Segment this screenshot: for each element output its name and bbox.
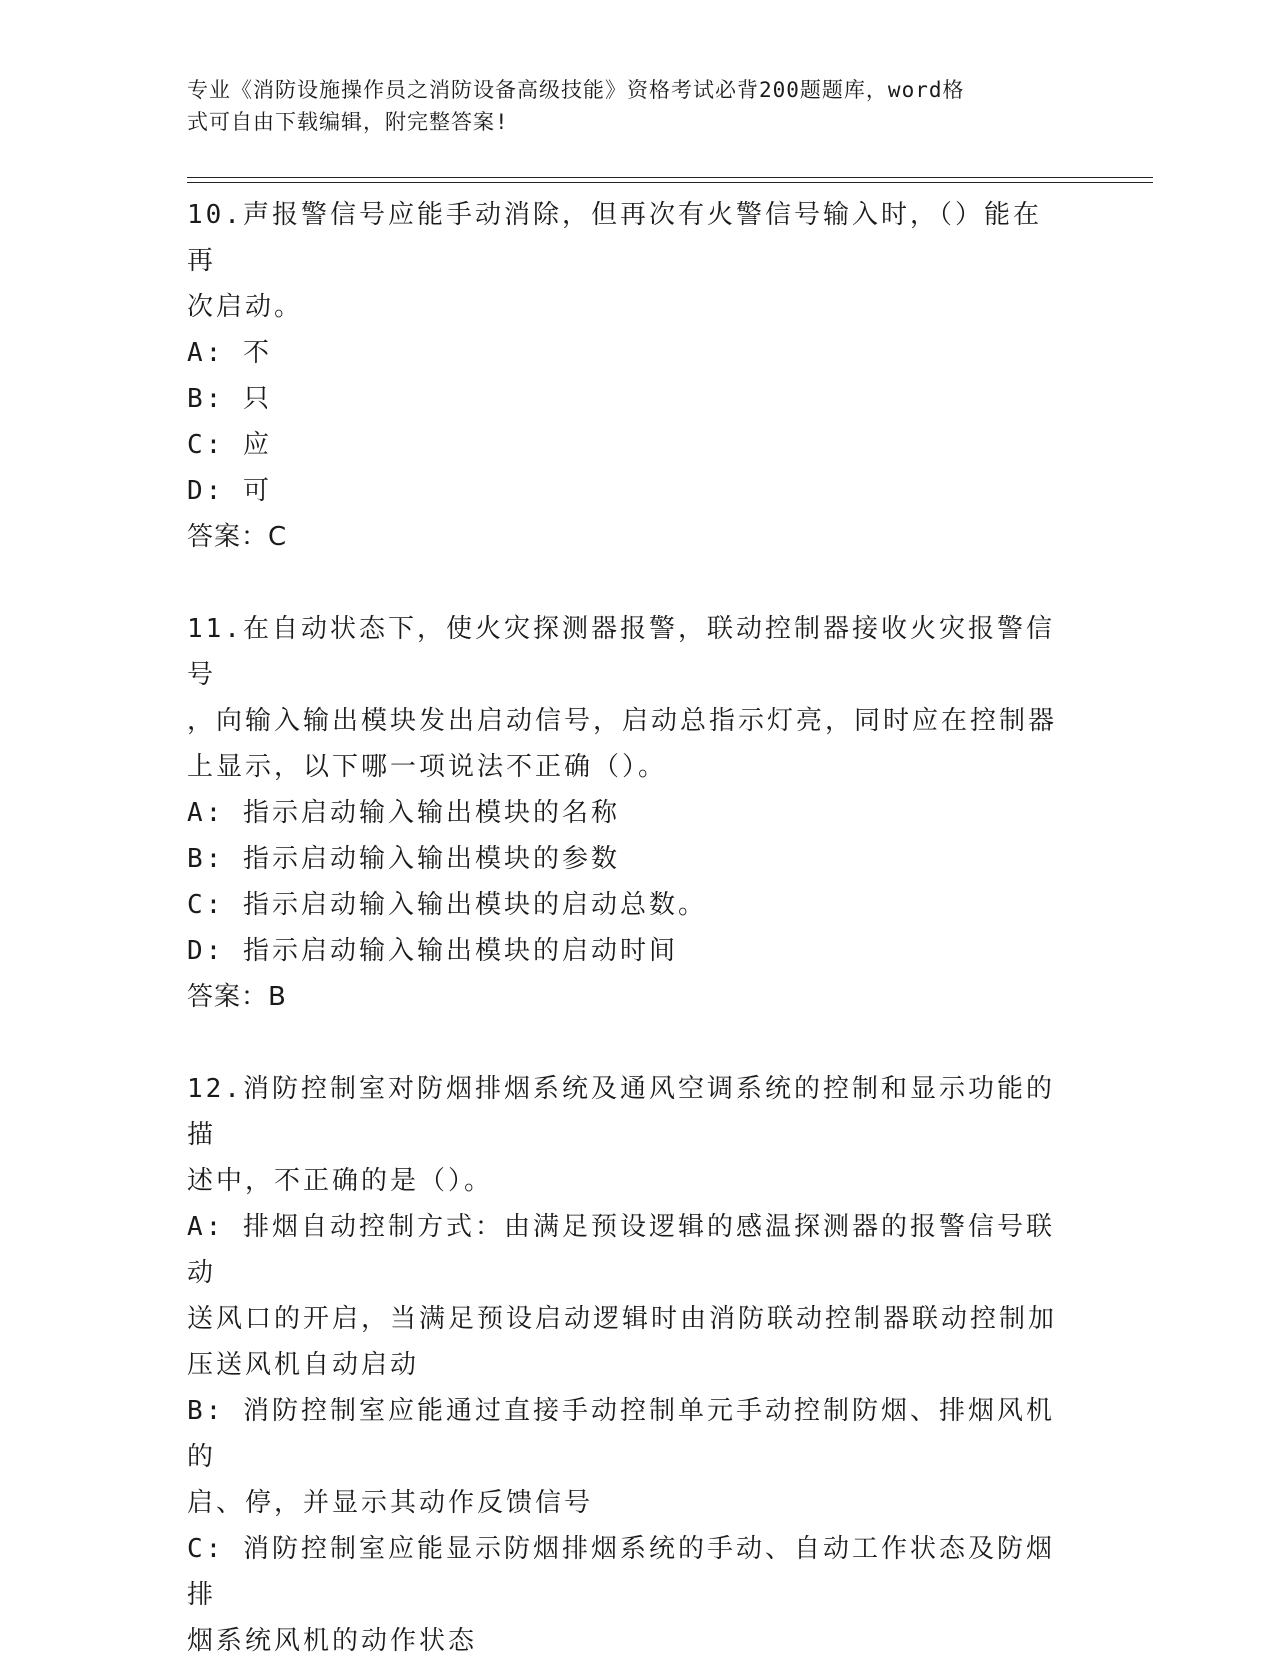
option-d: D: 指示启动输入输出模块的启动时间 [187,936,678,966]
option-a [187,1204,1067,1388]
question-list [187,192,1067,1664]
question-text [187,1066,1067,1204]
header-line-2: 式可自由下载编辑，附完整答案! [187,110,509,134]
option-line: 送风口的开启，当满足预设启动逻辑时由消防联动控制器联动控制加 [187,1304,1058,1334]
option-c: C: 指示启动输入输出模块的启动总数。 [187,890,707,920]
header-divider-bottom [187,182,1153,183]
spacer [187,560,1067,606]
option-line: 烟系统风机的动作状态 [187,1626,478,1656]
question-text [187,606,1067,790]
question-text-line: 12.消防控制室对防烟排烟系统及通风空调系统的控制和显示功能的描 [187,1074,1055,1150]
option-a: A: 指示启动输入输出模块的名称 [187,798,620,828]
option-line: 启、停，并显示其动作反馈信号 [187,1488,594,1518]
header-divider-top [187,177,1153,178]
question-text-line: 10.声报警信号应能手动消除，但再次有火警信号输入时，（）能在再 [187,200,1042,276]
option-b: B: 指示启动输入输出模块的参数 [187,844,620,874]
question-10 [187,192,1067,560]
option-line: C: 消防控制室应能显示防烟排烟系统的手动、自动工作状态及防烟排 [187,1534,1055,1610]
option-d: D: 可 [187,476,272,506]
question-text-line: 述中，不正确的是（）。 [187,1166,494,1196]
option-b: B: 只 [187,384,272,414]
answer: 答案：C [187,522,288,552]
option-a: A: 不 [187,338,272,368]
question-11 [187,606,1067,1020]
question-text-line: ，向输入输出模块发出启动信号，启动总指示灯亮，同时应在控制器 [187,706,1058,736]
question-text-line: 11.在自动状态下，使火灾探测器报警，联动控制器接收火灾报警信号 [187,614,1055,690]
document-header [187,74,1067,138]
option-line: 压送风机自动启动 [187,1350,420,1380]
spacer [187,1020,1067,1066]
option-c: C: 应 [187,430,272,460]
option-c [187,1526,1067,1664]
question-text-line: 上显示，以下哪一项说法不正确（）。 [187,752,668,782]
option-b [187,1388,1067,1526]
question-text-line: 次启动。 [187,292,304,322]
option-line: A: 排烟自动控制方式：由满足预设逻辑的感温探测器的报警信号联动 [187,1212,1055,1288]
answer: 答案：B [187,982,287,1012]
question-12 [187,1066,1067,1664]
option-line: B: 消防控制室应能通过直接手动控制单元手动控制防烟、排烟风机的 [187,1396,1055,1472]
header-line-1: 专业《消防设施操作员之消防设备高级技能》资格考试必背200题题库，word格 [187,78,965,102]
question-text [187,192,1067,330]
